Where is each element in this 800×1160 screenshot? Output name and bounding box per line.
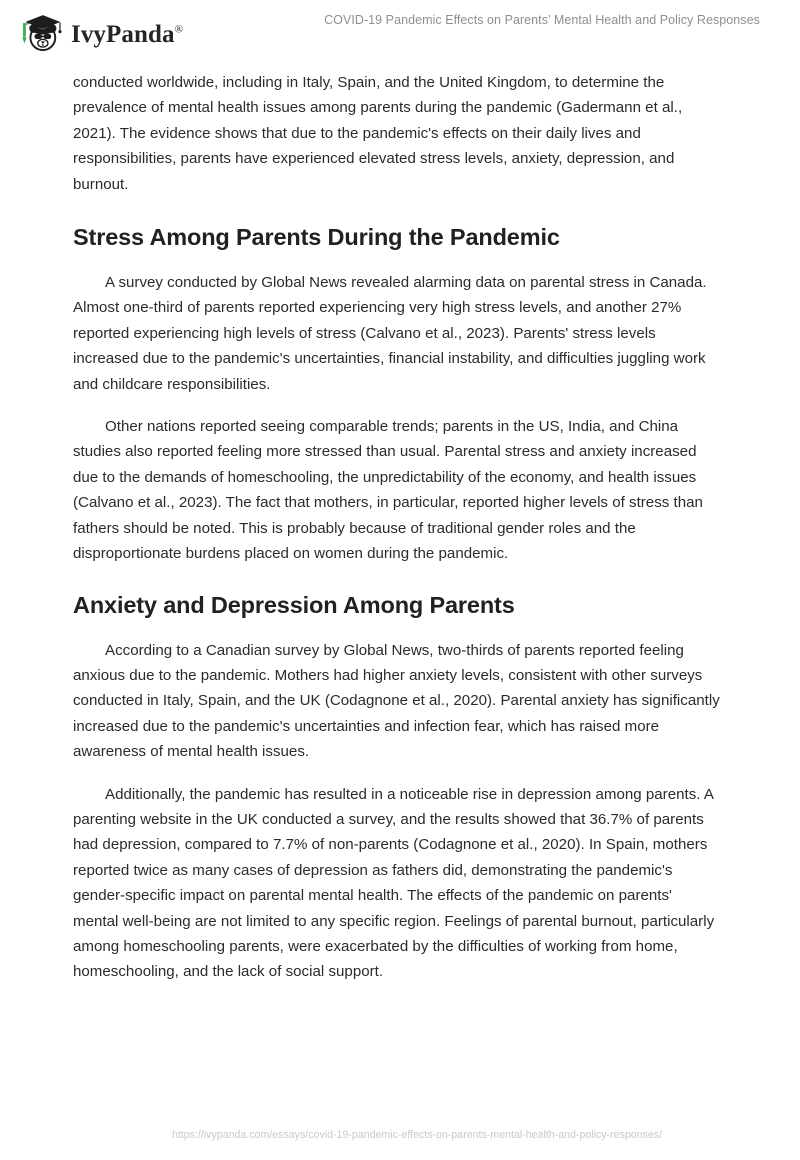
brand-logo[interactable] [18, 11, 183, 57]
brand-name-text: IvyPanda [71, 20, 175, 48]
source-url-link[interactable]: https://ivypanda.com/essays/covid-19-pandemic-effects-on-parents-mental-health-and-policy-responses/ [171, 1129, 663, 1141]
section-heading-anxiety-depression: Anxiety and Depression Among Parents [73, 591, 515, 618]
paragraph-intro: conducted worldwide, including in Italy, Spain, and the United Kingdom, to determine the prevalence of mental health issues among parents during the pandemic (Gadermann et al., 2021). The evidence shows that due to the pandemic's effects on their daily lives and responsibilities, parents have experienced elevated stress levels, anxiety, depression, and burnout. [73, 74, 683, 193]
paragraph-stress-2: Other nations reported seeing comparable trends; parents in the US, India, and China studies also reported feeling more stressed than usual. Parental stress and anxiety increased due to the demands of homeschooling, the unpredictability of the economy, and health issues (Calvano et al., 2023). The fact that mothers, in particular, reported higher levels of stress than fathers should be noted. This is probably because of traditional gender roles and the disproportionate burdens placed on women during the pandemic. [73, 418, 703, 563]
page-header [0, 0, 800, 62]
paragraph-depression: Additionally, the pandemic has resulted in a noticeable rise in depression among parents. A parenting website in the UK conducted a survey, and the results showed that 36.7% of parents had depression, compared to 7.7% of non-parents (Codagnone et al., 2020). In Spain, mothers reported twice as many cases of depression as fathers did, demonstrating the pandemic's gender-specific impact on parental mental health. The effects of the pandemic on parents' mental well-being are not limited to any specific region. Feelings of parental burnout, particularly among homeschooling parents, were exacerbated by the difficulties of working from home, homeschooling, and the lack of social support. [73, 785, 715, 981]
paragraph-anxiety: According to a Canadian survey by Global News, two-thirds of parents reported feeling anxious due to the pandemic. Mothers had higher anxiety levels, consistent with other surveys conducted in Italy, Spain, and the UK (Codagnone et al., 2020). Parental anxiety has significantly increased due to the pandemic's uncertainties and infection fear, which has raised more awareness of mental health issues. [73, 641, 720, 761]
document-title: COVID-19 Pandemic Effects on Parents’ Mental Health and Policy Responses [324, 13, 760, 27]
page-footer [0, 1125, 800, 1143]
panda-graduate-logo-icon [18, 11, 64, 57]
document-body [73, 70, 721, 985]
paragraph-stress-1: A survey conducted by Global News revealed alarming data on parental stress in Canada. Almost one-third of parents reported experiencing very high stress levels, and another 27% reported experiencing high levels of stress (Calvano et al., 2023). Parents' stress levels increased due to the pandemic's uncertainties, financial instability, and difficulties juggling work and childcare responsibilities. [73, 274, 707, 393]
brand-wordmark [71, 22, 183, 47]
registered-trademark-icon: ® [174, 23, 184, 36]
section-heading-stress: Stress Among Parents During the Pandemic [73, 224, 560, 251]
